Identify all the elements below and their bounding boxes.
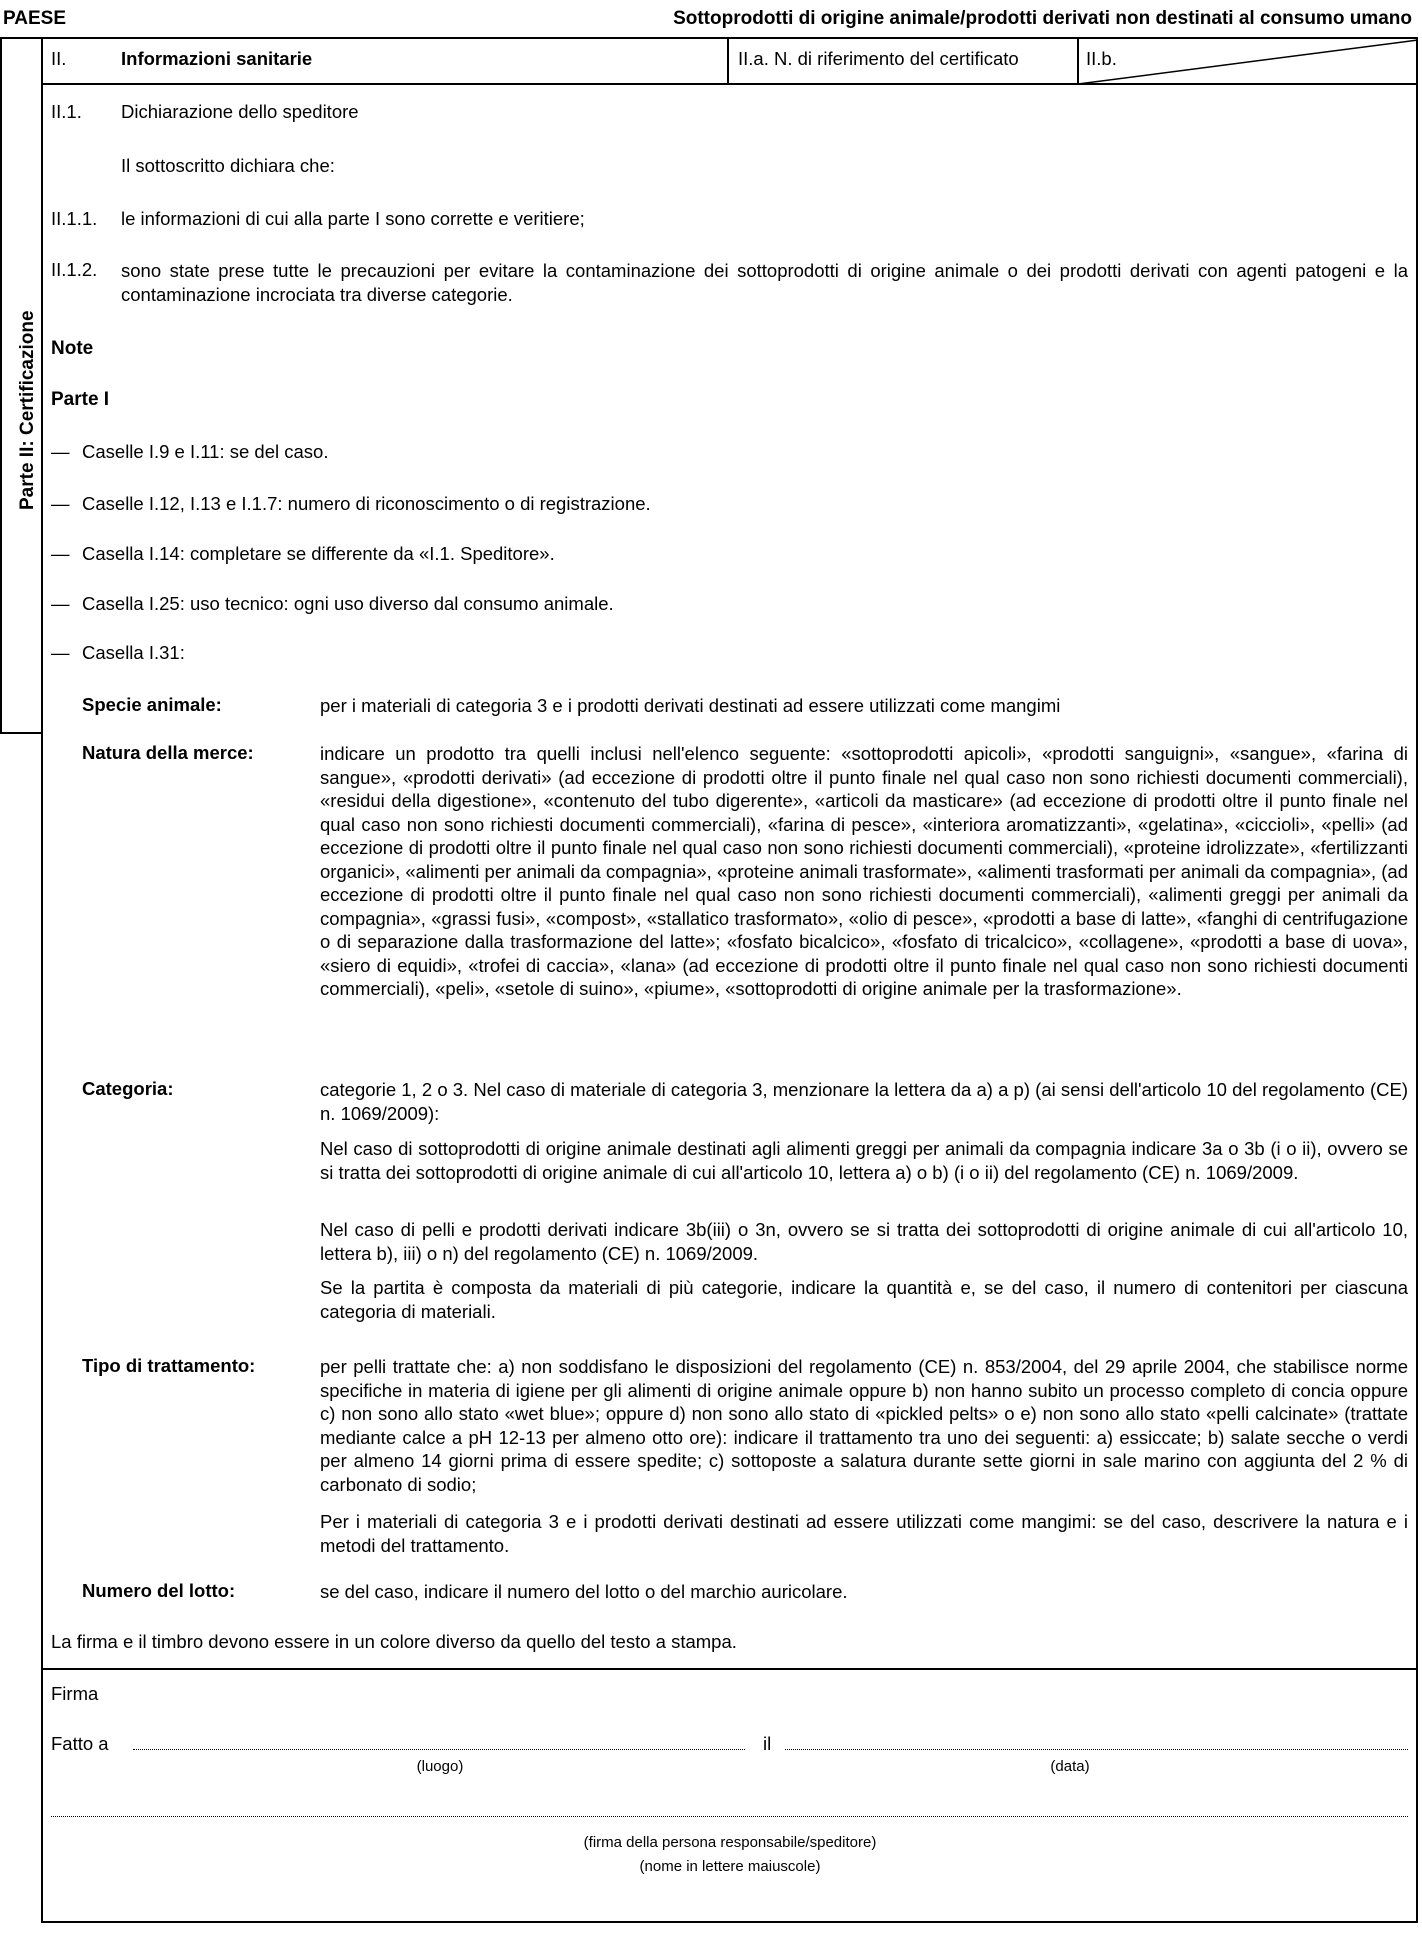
note-item: Caselle I.9 e I.11: se del caso.: [82, 441, 329, 462]
part-heading: Parte I: [51, 389, 110, 410]
categoria-paragraph: categorie 1, 2 o 3. Nel caso di materiale di categoria 3, menzionare la lettera da a) a p) (ai sensi dell'articolo 10 del regolamento (CE) n. 1069/2009):: [320, 1079, 1408, 1124]
note-item: Caselle I.12, I.13 e I.1.7: numero di riconoscimento o di registrazione.: [82, 493, 651, 514]
specie-label: Specie animale:: [82, 694, 222, 715]
note-item: Casella I.31:: [82, 642, 185, 663]
lotto-text: se del caso, indicare il numero del lotto o del marchio auricolare.: [320, 1581, 848, 1602]
date-field[interactable]: [785, 1749, 1408, 1750]
date-caption: (data): [1050, 1758, 1090, 1775]
specie-text: per i materiali di categoria 3 e i prodotti derivati destinati ad essere utilizzati come mangimi: [320, 695, 1061, 716]
box-divider-1: [727, 37, 729, 84]
signature-divider: [41, 1668, 1418, 1670]
item-1-text: le informazioni di cui alla parte I sono corrette e veritiere;: [121, 208, 585, 229]
categoria-paragraph: Se la partita è composta da materiali di più categorie, indicare la quantità e, se del caso, il numero di contenitori per ciascuna categoria di materiali.: [320, 1277, 1408, 1322]
frame-left-inner: [41, 37, 43, 1923]
lotto-label: Numero del lotto:: [82, 1580, 236, 1601]
iib-diagonal: [1078, 38, 1418, 84]
signature-heading: Firma: [51, 1683, 99, 1704]
categoria-label: Categoria:: [82, 1078, 174, 1099]
frame-bottom: [41, 1921, 1418, 1923]
item-1-number: II.1.1.: [51, 208, 98, 229]
item-2-number: II.1.2.: [51, 259, 98, 280]
frame-left-outer: [0, 37, 2, 734]
section-title: Informazioni sanitarie: [121, 48, 313, 69]
note-dash: —: [51, 642, 70, 663]
fatto-a-label: Fatto a: [51, 1733, 109, 1754]
categoria-paragraph: Nel caso di pelli e prodotti derivati indicare 3b(iii) o 3n, ovvero se si tratta dei sottoprodotti di origine animale di cui all'articolo 10, lettera b), iii) o n) del regolamento (CE) n. 1069/2009.: [320, 1219, 1408, 1264]
place-field[interactable]: [133, 1749, 745, 1750]
natura-label: Natura della merce:: [82, 742, 254, 763]
natura-text: indicare un prodotto tra quelli inclusi nell'elenco seguente: «sottoprodotti apicoli», «prodotti sanguigni», «sangue», «farina di sangue», «prodotti derivati» (ad eccezione di prodotti oltre il punto finale nel qual caso non sono richiesti documenti commerciali), «residui della digestione», «contenuto del tubo digerente», «articoli da masticare» (ad eccezione di prodotti oltre il punto finale nel qual caso non sono richiesti documenti commerciali), «farina di pesce», «interiora aromatizzanti», «gelatina», «ciccioli», «pelli» (ad eccezione di prodotti oltre il punto finale nel qual caso non sono richiesti documenti commerciali), «proteine idrolizzate», «fertilizzanti organici», «alimenti per animali da compagnia», «proteine animali trasformate», «alimenti trasformati per animali da compagnia», (ad eccezione di prodotti oltre il punto finale nel qual caso non sono richiesti documenti commerciali), «alimenti greggi per animali da compagnia», «grassi fusi», «compost», «stallatico trasformato», «olio di pesce», «prodotti a base di latte», «fanghi di centrifugazione o di separazione dalla trasformazione del latte»; «fosfato bicalcico», «fosfato di tricalcico», «collagene», «prodotti a base di uova», «siero di equidi», «trofei di caccia», «lana» (ad eccezione di prodotti oltre il punto finale nel qual caso non sono richiesti documenti commerciali), «peli», «setole di suino», «piume», «sottoprodotti di origine animale per la trasformazione».: [320, 743, 1408, 999]
certificate-reference-label: II.a. N. di riferimento del certificato: [738, 48, 1019, 69]
tipo-paragraph: Per i materiali di categoria 3 e i prodotti derivati destinati ad essere utilizzati come mangimi: se del caso, descrivere la natura e i metodi del trattamento.: [320, 1511, 1408, 1556]
item-2-text: sono state prese tutte le precauzioni per evitare la contaminazione dei sottoprodotti di origine animale o dei prodotti derivati con agenti patogeni e la contaminazione incrociata tra diverse categorie.: [121, 260, 1408, 305]
notes-heading: Note: [51, 338, 94, 359]
frame-bottom-left: [0, 732, 42, 734]
note-item: Casella I.14: completare se differente da «I.1. Speditore».: [82, 543, 555, 564]
stamp-note: La firma e il timbro devono essere in un colore diverso da quello del testo a stampa.: [51, 1631, 737, 1652]
section-number: II.: [51, 48, 67, 69]
name-caption: (nome in lettere maiuscole): [639, 1858, 821, 1875]
declaration-number: II.1.: [51, 101, 82, 122]
declaration-intro: Il sottoscritto dichiara che:: [121, 155, 335, 176]
note-dash: —: [51, 593, 70, 614]
side-label-text: Parte II: Certificazione: [17, 310, 38, 510]
signature-caption: (firma della persona responsabile/speditore): [583, 1834, 877, 1851]
document-title: Sottoprodotti di origine animale/prodotti derivati non destinati al consumo umano: [673, 8, 1412, 29]
frame-right: [1416, 37, 1418, 1923]
place-caption: (luogo): [416, 1758, 464, 1775]
signature-field[interactable]: [51, 1816, 1408, 1817]
note-dash: —: [51, 493, 70, 514]
categoria-paragraph: Nel caso di sottoprodotti di origine animale destinati agli alimenti greggi per animali da compagnia indicare 3a o 3b (i o ii), ovvero se si tratta dei sottoprodotti di origine animale di cui all'articolo 10, lettera a) o b) (i o ii) del regolamento (CE) n. 1069/2009.: [320, 1138, 1408, 1183]
country-label: PAESE: [3, 8, 67, 29]
note-item: Casella I.25: uso tecnico: ogni uso diverso dal consumo animale.: [82, 593, 614, 614]
iib-label: II.b.: [1086, 48, 1117, 69]
declaration-title: Dichiarazione dello speditore: [121, 101, 359, 122]
note-dash: —: [51, 441, 70, 462]
note-dash: —: [51, 543, 70, 564]
tipo-label: Tipo di trattamento:: [82, 1355, 256, 1376]
tipo-paragraph: per pelli trattate che: a) non soddisfano le disposizioni del regolamento (CE) n. 853/2004, del 29 aprile 2004, che stabilisce norme specifiche in materia di igiene per gli alimenti di origine animale oppure b) non hanno subito un processo completo di concia oppure c) non sono allo stato «wet blue»; oppure d) non sono allo stato di «pickled pelts» o e) non sono allo stato «pelli calcinate» (trattate mediante calce a pH 12-13 per almeno otto ore): indicare il trattamento tra uno dei seguenti: a) essiccate; b) salate secche o verdi per almeno 14 giorni prima di essere spedite; c) sottoposte a salatura durante sette giorni in sale marino con aggiunta del 2 % di carbonato di sodio;: [320, 1356, 1408, 1495]
il-label: il: [763, 1733, 772, 1754]
